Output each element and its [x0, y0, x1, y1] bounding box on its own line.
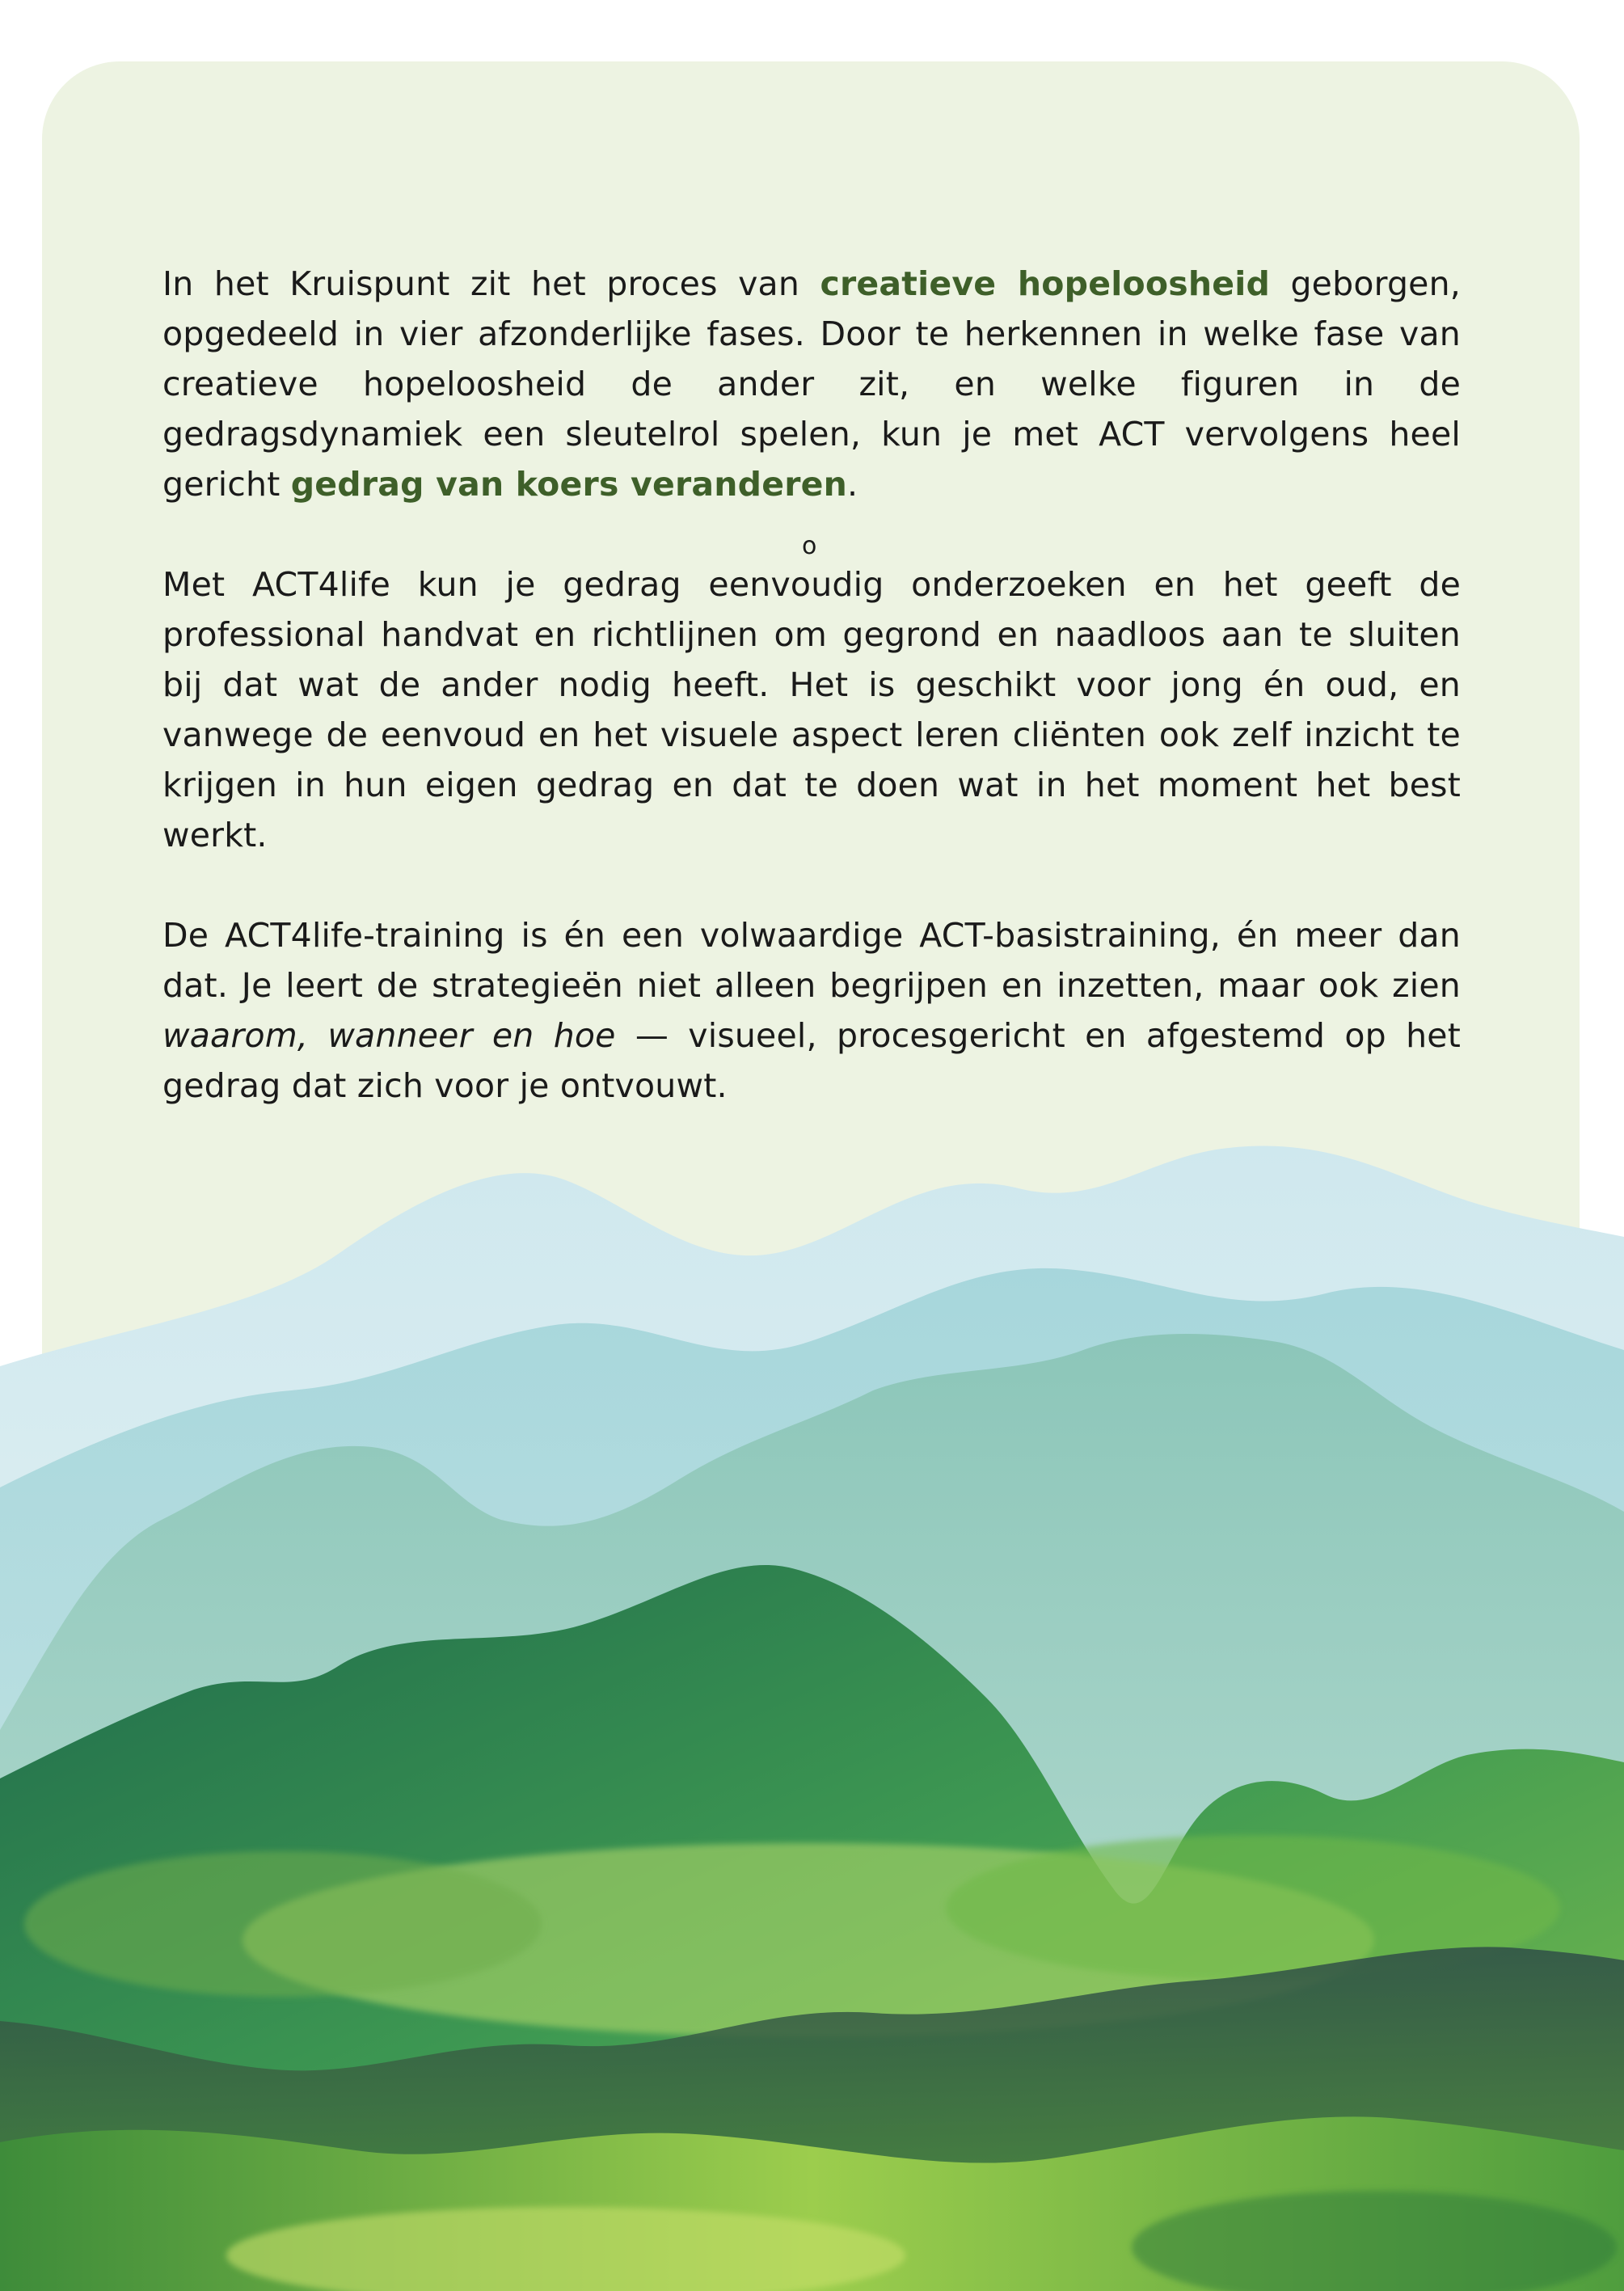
highlight-creatieve-hopeloosheid: creatieve hopeloosheid — [820, 264, 1271, 303]
paragraph-1 — [162, 259, 1461, 509]
p1-text-2: geborgen, opgedeeld in vier afzonderlijke fases. Door te herkennen in welke fase van creatieve hopeloosheid de ander zit, en welke figuren in de gedragsdynamiek een sleutelrol spelen, kun je met ACT vervolgens heel gericht — [162, 264, 1462, 504]
p3-text-2: — visueel, procesgericht en afgestemd op het gedrag dat zich voor je ontvouwt. — [162, 1016, 1461, 1105]
paragraph-3 — [162, 910, 1461, 1111]
body-text — [162, 259, 1461, 1161]
highlight-gedrag-van-koers: gedrag van koers veranderen — [290, 465, 848, 504]
watercolor-mountains-illustration — [0, 1132, 1624, 2291]
p1-text-1: In het Kruispunt zit het proces van — [162, 264, 820, 303]
stray-character: o — [802, 532, 817, 560]
p3-text-1: De ACT4life-training is én een volwaardige ACT-basistraining, én meer dan dat. Je leert de strategieën niet alleen begrijpen en inzetten, maar ook zien — [162, 916, 1461, 1005]
p3-italic: waarom, wanneer en hoe — [162, 1016, 616, 1055]
paragraph-2: Met ACT4life kun je gedrag eenvoudig onderzoeken en het geeft de professional handvat en richtlijnen om gegrond en naadloos aan te sluiten bij dat wat de ander nodig heeft. Het is geschikt voor jong én oud, en vanwege de eenvoud en het visuele aspect leren cliënten ook zelf inzicht te krijgen in hun eigen gedrag en dat te doen wat in het moment het best werkt. — [162, 565, 1461, 854]
p1-text-3: . — [847, 465, 858, 504]
